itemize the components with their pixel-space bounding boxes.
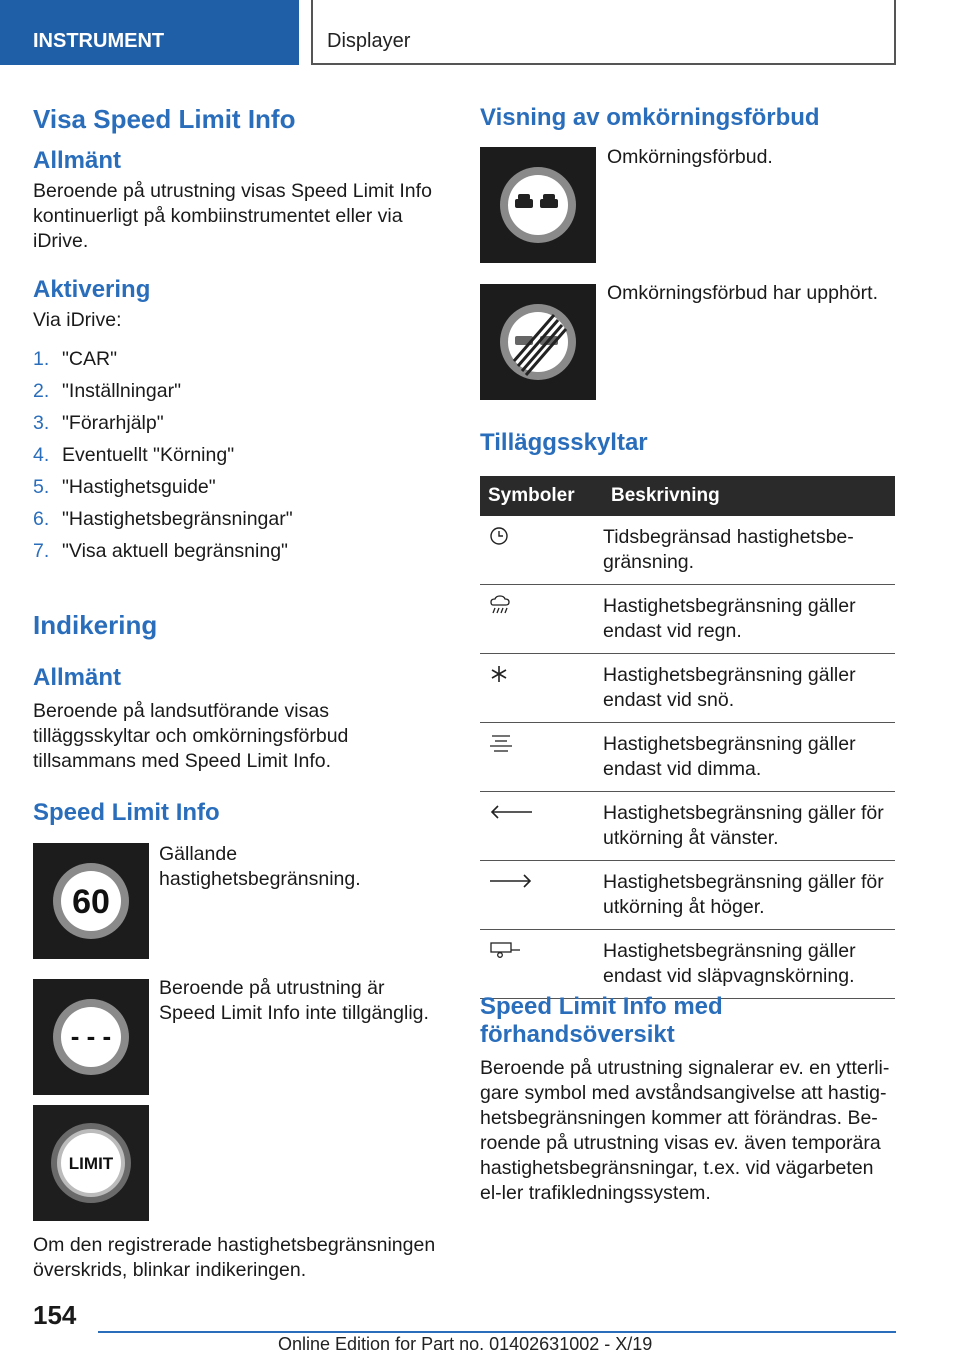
table-header-row: [480, 476, 895, 516]
steps-list: [33, 343, 443, 567]
step-text: Eventuellt "Körning": [62, 443, 235, 466]
overtaking-item-text: Omkörningsförbud har upphört.: [607, 282, 878, 304]
column-header: Beskrivning: [603, 476, 895, 516]
step-number: 3.: [33, 411, 50, 434]
step-number: 1.: [33, 347, 50, 370]
speed-limit-unavailable-sign: [33, 979, 149, 1095]
page-number: 154: [33, 1300, 77, 1330]
step-number: 7.: [33, 539, 50, 562]
list-item: [33, 375, 443, 407]
snowflake-icon: [488, 663, 510, 685]
table-row: [480, 654, 895, 723]
sign-value: - - -: [70, 1021, 112, 1051]
sli-item-text: Gällande hastighetsbegränsning.: [159, 843, 361, 890]
column-header: Symboler: [480, 476, 603, 516]
list-item: [33, 343, 443, 375]
row-description: Hastighetsbegränsning gäller endast vid snö.: [603, 654, 895, 723]
step-number: 5.: [33, 475, 50, 498]
step-number: 6.: [33, 507, 50, 530]
row-description: Hastighetsbegränsning gäller endast vid dimma.: [603, 723, 895, 792]
trailer-icon: [488, 939, 522, 961]
end-no-overtaking-sign: [480, 284, 596, 400]
step-text: "Hastighetsguide": [62, 475, 216, 498]
row-description: Hastighetsbegränsning gäller endast vid regn.: [603, 585, 895, 654]
list-item: [33, 535, 443, 567]
row-description: Hastighetsbegränsning gäller för utkörning åt höger.: [603, 861, 895, 930]
clock-icon: [488, 525, 510, 547]
step-number: 4.: [33, 443, 50, 466]
speed-limit-60-sign: [33, 843, 149, 959]
fog-icon: [488, 732, 514, 754]
speed-limit-limit-sign: [33, 1105, 149, 1221]
section-title: Visa Speed Limit Info: [33, 104, 296, 134]
overtaking-item-text: Omkörningsförbud.: [607, 146, 773, 168]
list-item: [33, 439, 443, 471]
list-item: [33, 407, 443, 439]
step-text: "Förarhjälp": [62, 411, 164, 434]
arrow-left-icon: [488, 801, 534, 823]
row-description: Tidsbegränsad hastighetsbe-gränsning.: [603, 516, 895, 585]
additional-signs-table: [480, 476, 895, 999]
sign-value: 60: [72, 883, 110, 921]
arrow-right-icon: [488, 870, 534, 892]
edition-text: Online Edition for Part no. 01402631002 - X/19: [278, 1334, 653, 1354]
preview-text: Beroende på utrustning signalerar ev. en ytterli-gare symbol med avståndsangivelse att hastig-hetsbegränsningen kommer att förändras. Be-roende på utrustning visas ev. även temporära hastighetsbegränsningar, t.ex. vid vägarbeten el-ler trafikledningssystem.: [480, 1057, 890, 1204]
activation-heading: Aktivering: [33, 276, 151, 303]
table-row: [480, 792, 895, 861]
step-text: "Visa aktuell begränsning": [62, 539, 288, 562]
section-label: INSTRUMENT: [33, 30, 165, 52]
general-heading: Allmänt: [33, 147, 122, 174]
list-item: [33, 503, 443, 535]
step-text: "CAR": [62, 347, 118, 370]
step-number: 2.: [33, 379, 50, 402]
section-tab: [0, 0, 299, 65]
chapter-tab: [311, 0, 896, 65]
footer-divider: [98, 1331, 896, 1333]
row-description: Hastighetsbegränsning gäller endast vid släpvagnskörning.: [603, 930, 895, 999]
chapter-label: Displayer: [327, 30, 411, 52]
list-item: [33, 471, 443, 503]
additional-heading: Tilläggsskyltar: [480, 429, 648, 456]
row-description: Hastighetsbegränsning gäller för utkörning åt vänster.: [603, 792, 895, 861]
sli-item-text: Beroende på utrustning är Speed Limit Info inte tillgänglig.: [159, 977, 429, 1024]
no-overtaking-sign: [480, 147, 596, 263]
indication-general-heading: Allmänt: [33, 664, 122, 691]
sign-value: LIMIT: [68, 1154, 114, 1173]
table-row: [480, 723, 895, 792]
table-row: [480, 516, 895, 585]
end-no-overtaking-icon: [480, 284, 596, 400]
exceed-text: Om den registrerade hastighetsbegränsningen överskrids, blinkar indikeringen.: [33, 1234, 436, 1281]
activation-intro: Via iDrive:: [33, 309, 122, 331]
step-text: "Inställningar": [62, 379, 181, 402]
sli-heading: Speed Limit Info: [33, 799, 220, 826]
preview-heading: Speed Limit Info med förhandsöversikt: [480, 993, 723, 1048]
left-column: [33, 104, 443, 567]
indication-title: Indikering: [33, 610, 158, 640]
table-row: [480, 861, 895, 930]
table-row: [480, 930, 895, 999]
step-text: "Hastighetsbegränsningar": [62, 507, 293, 530]
indication-general-text: Beroende på landsutförande visas tilläggsskyltar och omkörningsförbud tillsammans med Speed Limit Info.: [33, 700, 349, 772]
no-overtaking-icon: [480, 147, 596, 263]
general-text: Beroende på utrustning visas Speed Limit Info kontinuerligt på kombiinstrumentet eller via iDrive.: [33, 180, 432, 252]
rain-icon: [488, 594, 512, 616]
overtaking-heading: Visning av omkörningsförbud: [480, 104, 820, 131]
table-row: [480, 585, 895, 654]
